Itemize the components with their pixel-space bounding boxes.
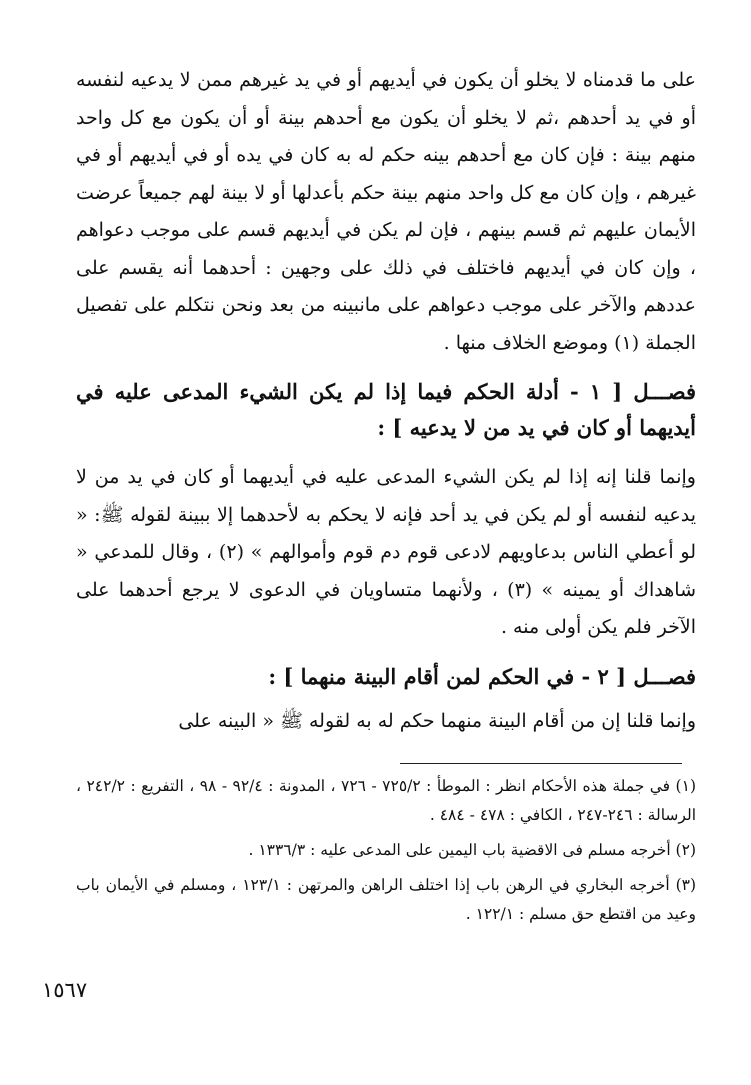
footnotes bbox=[76, 772, 696, 935]
paragraph-section-1: وإنما قلنا إنه إذا لم يكن الشيء المدعى عليه في أيديهما أو كان في يد من لا يدعيه لنفسه أو لم يكن في يد أحد فإنه لا يحكم به لأحدهما إلا ببينة لقوله ﷺ: « لو أعطي الناس بدعاويهم لادعى قوم دم قوم وأموالهم » (٢) ، وقال للمدعي « شاهداك أو يمينه » (٣) ، ولأنهما متساويان في الدعوى لا يرجع أحدهما على الآخر فلم يكن أولى منه . bbox=[76, 466, 697, 638]
page-number: ١٥٦٧ bbox=[42, 978, 88, 1002]
footnote-2: (٢) أخرجه مسلم فى الاقضية باب اليمين على المدعى عليه : ١٣٣٦/٣ . bbox=[248, 841, 696, 859]
footnote-3: (٣) أخرجه البخاري في الرهن باب إذا اختلف الراهن والمرتهن : ١٢٣/١ ، ومسلم في الأيمان باب وعيد من اقتطع حق مسلم : ١٢٢/١ . bbox=[76, 876, 697, 923]
footnote-divider bbox=[400, 763, 682, 764]
section-heading-1: فصـــل [ ١ - أدلة الحكم فيما إذا لم يكن الشيء المدعى عليه في أيديهما أو كان في يد من لا يدعيه ] : bbox=[76, 379, 696, 440]
footnote-1: (١) في جملة هذه الأحكام انظر : الموطأ : ٧٢٥/٢ - ٧٢٦ ، المدونة : ٩٢/٤ - ٩٨ ، التفريع : ٢٤٢/٢ ، الرسالة : ٢٤٦-٢٤٧ ، الكافي : ٤٧٨ - ٤٨٤ . bbox=[76, 777, 696, 824]
section-heading-2: فصـــل [ ٢ - في الحكم لمن أقام البينة منهما ] : bbox=[268, 664, 696, 689]
paragraph-section-2: وإنما قلنا إن من أقام البينة منهما حكم له به لقوله ﷺ « البينه على bbox=[178, 710, 696, 732]
paragraph-opening: على ما قدمناه لا يخلو أن يكون في أيديهم أو في يد غيرهم ممن لا يدعيه لنفسه أو في يد أحدهم ،ثم لا يخلو أن يكون مع أحدهم بينة أو أن يكون مع كل واحد منهم بينة : فإن كان مع أحدهم بينه حكم له به كان في يده أو في أيديهم أو في غيرهم ، وإن كان مع كل واحد منهم بينة حكم بأعدلها أو لا بينة لهم جميعاً عرضت الأيمان عليهم ثم قسم بينهم ، فإن لم يكن في أيديهم قسم على موجب دعواهم ، وإن كان في أيديهم فاختلف في ذلك على وجهين : أحدهما أنه يقسم على عددهم والآخر على موجب دعواهم على مانبينه من بعد ونحن نتكلم على تفصيل الجملة (١) وموضع الخلاف منها . bbox=[76, 69, 696, 354]
